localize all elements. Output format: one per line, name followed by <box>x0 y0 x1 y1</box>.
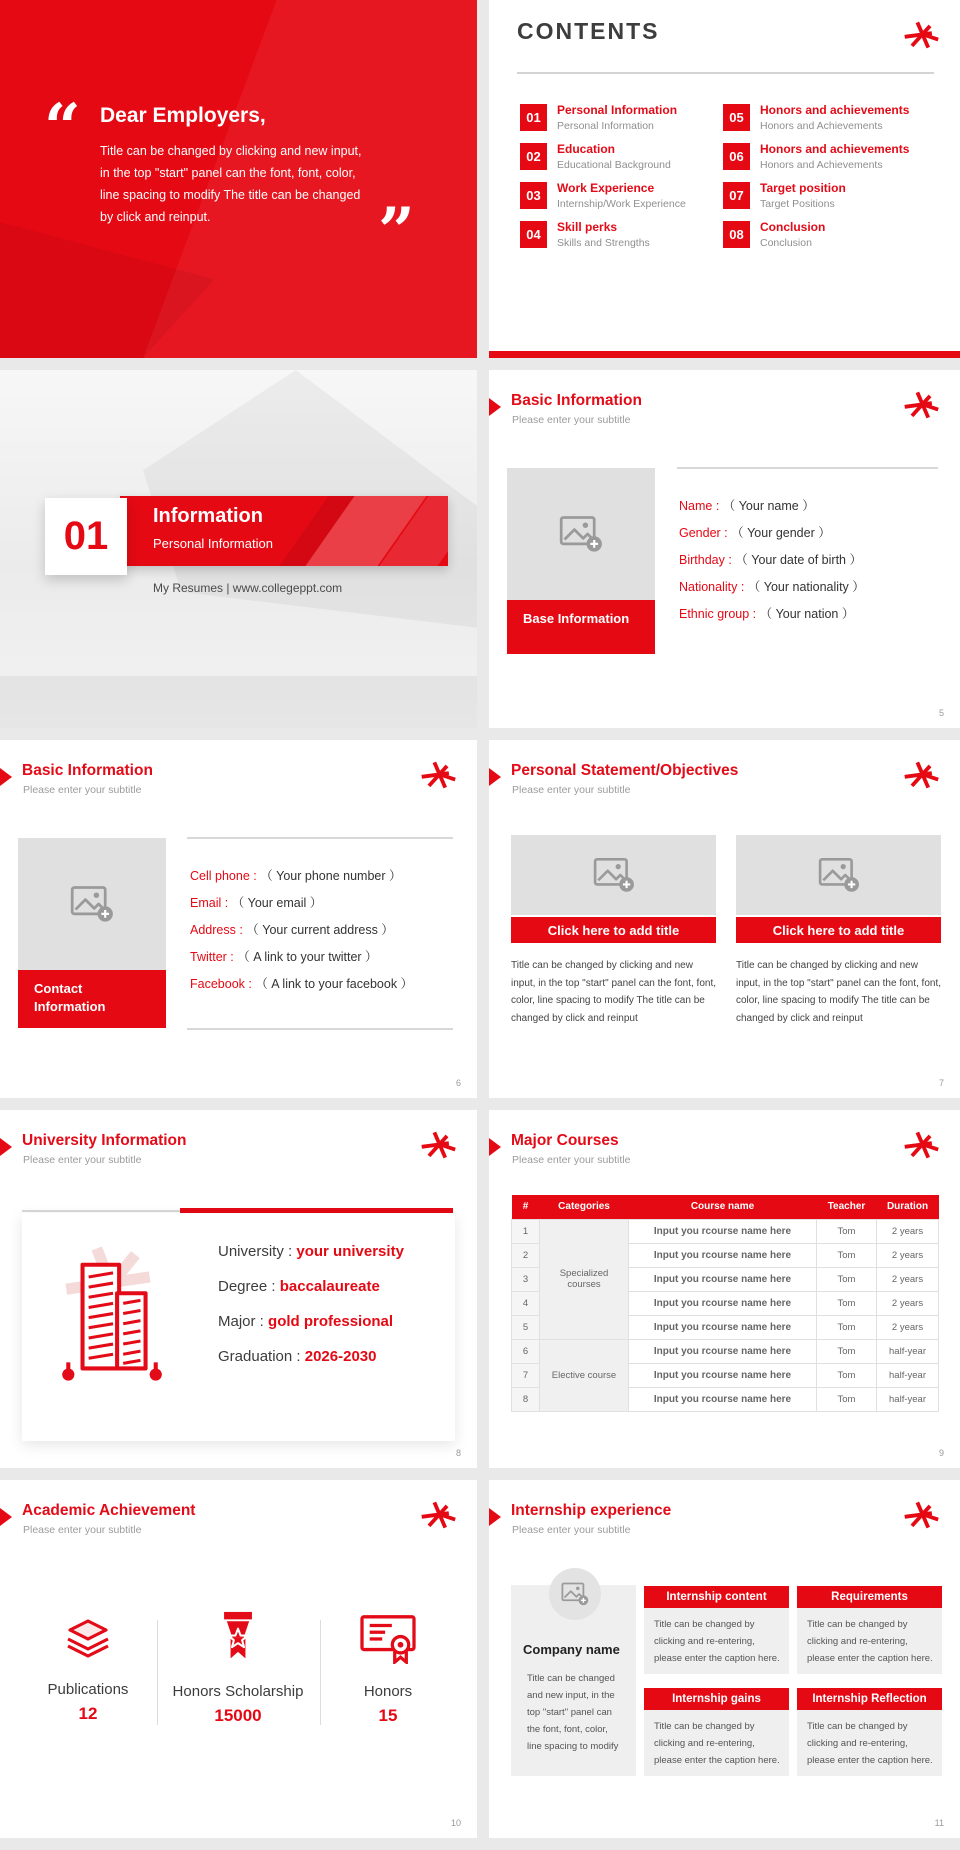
chevron-icon <box>489 768 501 786</box>
cell-teacher: Tom <box>817 1315 877 1339</box>
info-box-label: Base Information <box>507 600 655 654</box>
cell-teacher: Tom <box>817 1243 877 1267</box>
add-image-icon <box>559 515 603 553</box>
slide-basic-information <box>489 370 960 728</box>
background-shape <box>0 676 477 728</box>
stat-label: Honors Scholarship <box>172 1683 304 1700</box>
info-field: Address : （ Your current address ） <box>190 920 413 947</box>
asterisk-logo-icon <box>902 20 940 50</box>
card-title-banner: Click here to add title <box>736 917 941 943</box>
cell-duration: half-year <box>877 1387 939 1411</box>
item-subtitle: Personal Information <box>557 119 654 132</box>
chevron-icon <box>0 1138 12 1156</box>
item-subtitle: Conclusion <box>760 236 812 249</box>
info-field: Cell phone : （ Your phone number ） <box>190 866 413 893</box>
cell-teacher: Tom <box>817 1387 877 1411</box>
slide-subtitle: Please enter your subtitle <box>23 1524 142 1536</box>
cell-duration: 2 years <box>877 1243 939 1267</box>
company-name: Company name <box>523 1642 620 1657</box>
contents-item <box>723 182 933 210</box>
cell-duration: 2 years <box>877 1219 939 1243</box>
slide-major-courses <box>489 1110 960 1468</box>
info-box-label: Contact Information <box>18 970 166 1028</box>
slide-university-information <box>0 1110 477 1468</box>
medal-icon <box>212 1610 264 1664</box>
stat-label: Honors <box>363 1683 413 1700</box>
table-row <box>512 1219 939 1243</box>
contents-item <box>723 104 933 132</box>
stat-item <box>313 1612 463 1726</box>
page-number: 7 <box>938 1078 944 1088</box>
divider <box>187 1028 453 1030</box>
block-header: Requirements <box>797 1586 942 1608</box>
item-title: Work Experience <box>557 181 655 195</box>
slide-subtitle: Please enter your subtitle <box>23 784 142 796</box>
slide-personal-statement <box>489 740 960 1098</box>
slide-title: Basic Information <box>22 762 153 779</box>
item-number: 02 <box>520 143 547 170</box>
cell-course: Input you rcourse name here <box>629 1243 817 1267</box>
card-body-text: Title can be changed by clicking and new input, in the top "start" panel can the font, font, color, line spacing to modify The title can be changed by click and reinput <box>736 960 942 1024</box>
cell-course: Input you rcourse name here <box>629 1363 817 1387</box>
cell-number: 1 <box>512 1219 540 1243</box>
bottom-accent-bar <box>489 351 960 358</box>
internship-block <box>797 1688 942 1776</box>
item-subtitle: Honors and Achievements <box>760 119 883 132</box>
add-image-icon <box>818 857 860 893</box>
cell-course: Input you rcourse name here <box>629 1339 817 1363</box>
page-number: 8 <box>455 1448 461 1458</box>
cell-category: Elective course <box>540 1339 629 1411</box>
info-fields <box>190 866 413 1001</box>
section-number: 01 <box>63 514 109 558</box>
page-number: 10 <box>450 1818 461 1828</box>
asterisk-logo-icon <box>419 1130 457 1160</box>
university-field: Major : gold professional <box>218 1313 404 1348</box>
slide-title: University Information <box>22 1132 187 1149</box>
table-header-row <box>512 1195 939 1219</box>
slide-title: Major Courses <box>511 1132 619 1149</box>
slide-title: Internship experience <box>511 1502 672 1519</box>
divider <box>517 72 934 74</box>
cell-number: 2 <box>512 1243 540 1267</box>
item-title: Education <box>557 142 616 156</box>
slide-internship-experience <box>489 1480 960 1838</box>
slide-contents <box>489 0 960 358</box>
statement-card <box>736 835 941 1027</box>
page-number: 9 <box>938 1448 944 1458</box>
info-field: Nationality : （ Your nationality ） <box>679 577 865 604</box>
university-fields <box>218 1243 404 1383</box>
slide-subtitle: Please enter your subtitle <box>512 784 631 796</box>
column-header: # <box>512 1195 540 1219</box>
cell-course: Input you rcourse name here <box>629 1267 817 1291</box>
page-number: 6 <box>455 1078 461 1088</box>
section-subtitle: Personal Information <box>153 536 273 551</box>
divider <box>157 1620 158 1725</box>
chevron-icon <box>489 398 501 416</box>
section-banner <box>120 496 448 566</box>
cell-teacher: Tom <box>817 1291 877 1315</box>
block-body: Title can be changed by clicking and re-entering, please enter the caption here. <box>644 1608 789 1674</box>
books-icon <box>60 1614 116 1662</box>
university-field: Graduation : 2026-2030 <box>218 1348 404 1383</box>
university-field: University : your university <box>218 1243 404 1278</box>
stat-item <box>163 1610 313 1726</box>
photo-placeholder <box>18 838 166 970</box>
university-card <box>22 1213 455 1441</box>
cell-duration: 2 years <box>877 1267 939 1291</box>
company-body-text: Title can be changed and new input, in the top "start" panel can the font, font, color, line spacing to modify <box>527 1673 619 1752</box>
slide-section-cover <box>0 370 477 728</box>
photo-placeholder <box>736 835 941 915</box>
cell-duration: 2 years <box>877 1291 939 1315</box>
item-subtitle: Internship/Work Experience <box>557 197 686 210</box>
asterisk-logo-icon <box>902 1500 940 1530</box>
chevron-icon <box>489 1508 501 1526</box>
block-header: Internship content <box>644 1586 789 1608</box>
stat-value: 15 <box>378 1706 398 1725</box>
cell-number: 3 <box>512 1267 540 1291</box>
cell-teacher: Tom <box>817 1339 877 1363</box>
slide-academic-achievement <box>0 1480 477 1838</box>
info-field: Ethnic group : （ Your nation ） <box>679 604 865 631</box>
block-body: Title can be changed by clicking and re-entering, please enter the caption here. <box>644 1710 789 1776</box>
item-subtitle: Educational Background <box>557 158 671 171</box>
cell-course: Input you rcourse name here <box>629 1387 817 1411</box>
cell-teacher: Tom <box>817 1267 877 1291</box>
item-number: 03 <box>520 182 547 209</box>
cell-course: Input you rcourse name here <box>629 1315 817 1339</box>
slide-title: Basic Information <box>511 392 642 409</box>
asterisk-logo-icon <box>902 390 940 420</box>
section-title: Information <box>153 505 263 527</box>
add-image-icon <box>561 1582 589 1606</box>
internship-block <box>644 1586 789 1674</box>
cell-course: Input you rcourse name here <box>629 1219 817 1243</box>
item-title: Honors and achievements <box>760 142 910 156</box>
stat-item <box>13 1614 163 1724</box>
internship-block <box>644 1688 789 1776</box>
item-number: 05 <box>723 104 750 131</box>
column-header: Categories <box>540 1195 629 1219</box>
item-subtitle: Target Positions <box>760 197 835 210</box>
cell-number: 6 <box>512 1339 540 1363</box>
item-subtitle: Honors and Achievements <box>760 158 883 171</box>
item-title: Honors and achievements <box>760 103 910 117</box>
cover-title: Dear Employers, <box>100 104 266 127</box>
divider <box>22 1210 180 1212</box>
open-quote-mark: “ <box>44 90 81 165</box>
contents-item <box>520 143 730 171</box>
section-caption: My Resumes | www.collegeppt.com <box>153 581 343 595</box>
contents-item <box>723 221 933 249</box>
photo-placeholder <box>507 468 655 600</box>
divider <box>677 467 938 469</box>
item-number: 07 <box>723 182 750 209</box>
block-header: Internship Reflection <box>797 1688 942 1710</box>
cell-number: 7 <box>512 1363 540 1387</box>
info-field: Email : （ Your email ） <box>190 893 413 920</box>
info-field: Gender : （ Your gender ） <box>679 523 865 550</box>
cell-duration: half-year <box>877 1339 939 1363</box>
cell-number: 8 <box>512 1387 540 1411</box>
stat-value: 12 <box>78 1704 98 1723</box>
item-number: 04 <box>520 221 547 248</box>
slide-title: Academic Achievement <box>22 1502 196 1519</box>
info-field: Facebook : （ A link to your facebook ） <box>190 974 413 1001</box>
item-title: Personal Information <box>557 103 678 117</box>
building-icon <box>50 1235 172 1385</box>
statement-card <box>511 835 716 1027</box>
cell-teacher: Tom <box>817 1363 877 1387</box>
slide-subtitle: Please enter your subtitle <box>512 414 631 426</box>
item-title: Skill perks <box>557 220 618 234</box>
contents-item <box>723 143 933 171</box>
column-header: Course name <box>629 1195 817 1219</box>
card-title-banner: Click here to add title <box>511 917 716 943</box>
cover-body-text: Title can be changed by clicking and new input, in the top "start" panel can the font, font, color, line spacing to modify The title can be changed by click and reinput. <box>100 144 362 224</box>
asterisk-logo-icon <box>902 1130 940 1160</box>
divider <box>187 837 453 839</box>
block-body: Title can be changed by clicking and re-entering, please enter the caption here. <box>797 1710 942 1776</box>
chevron-icon <box>489 1138 501 1156</box>
slide-contact-information <box>0 740 477 1098</box>
close-quote-mark: ” <box>378 194 415 269</box>
chevron-icon <box>0 768 12 786</box>
contents-item <box>520 104 730 132</box>
stat-value: 15000 <box>214 1706 262 1725</box>
card-body-text: Title can be changed by clicking and new input, in the top "start" panel can the font, font, color, line spacing to modify The title can be changed by click and reinput <box>511 960 717 1024</box>
table-row <box>512 1339 939 1363</box>
cell-course: Input you rcourse name here <box>629 1291 817 1315</box>
cell-teacher: Tom <box>817 1219 877 1243</box>
info-field: Twitter : （ A link to your twitter ） <box>190 947 413 974</box>
company-photo-placeholder <box>549 1568 601 1620</box>
asterisk-logo-icon <box>419 1500 457 1530</box>
slide-quote-cover <box>0 0 477 358</box>
add-image-icon <box>593 857 635 893</box>
info-field: Birthday : （ Your date of birth ） <box>679 550 865 577</box>
certificate-icon <box>359 1612 417 1664</box>
slide-subtitle: Please enter your subtitle <box>512 1524 631 1536</box>
block-header: Internship gains <box>644 1688 789 1710</box>
item-title: Target position <box>760 181 846 195</box>
asterisk-logo-icon <box>902 760 940 790</box>
item-number: 08 <box>723 221 750 248</box>
item-title: Conclusion <box>760 220 826 234</box>
block-body: Title can be changed by clicking and re-entering, please enter the caption here. <box>797 1608 942 1674</box>
cell-number: 4 <box>512 1291 540 1315</box>
asterisk-logo-icon <box>419 760 457 790</box>
page-number: 11 <box>934 1818 944 1828</box>
add-image-icon <box>70 885 114 923</box>
university-field: Degree : baccalaureate <box>218 1278 404 1313</box>
page-number: 5 <box>938 708 944 718</box>
contents-item <box>520 182 730 210</box>
section-number-card <box>45 498 127 575</box>
stat-label: Publications <box>47 1681 129 1698</box>
slide-title: Personal Statement/Objectives <box>511 762 739 779</box>
contents-title: CONTENTS <box>517 18 660 44</box>
item-subtitle: Skills and Strengths <box>557 236 650 249</box>
courses-table <box>511 1195 939 1412</box>
cell-duration: half-year <box>877 1363 939 1387</box>
photo-placeholder <box>511 835 716 915</box>
column-header: Teacher <box>817 1195 877 1219</box>
internship-block <box>797 1586 942 1674</box>
info-fields <box>679 496 865 631</box>
contents-item <box>520 221 730 249</box>
item-number: 06 <box>723 143 750 170</box>
cell-number: 5 <box>512 1315 540 1339</box>
chevron-icon <box>0 1508 12 1526</box>
slide-subtitle: Please enter your subtitle <box>512 1154 631 1166</box>
item-number: 01 <box>520 104 547 131</box>
cell-category: Specialized courses <box>540 1219 629 1339</box>
info-field: Name : （ Your name ） <box>679 496 865 523</box>
slide-subtitle: Please enter your subtitle <box>23 1154 142 1166</box>
cell-duration: 2 years <box>877 1315 939 1339</box>
column-header: Duration <box>877 1195 939 1219</box>
